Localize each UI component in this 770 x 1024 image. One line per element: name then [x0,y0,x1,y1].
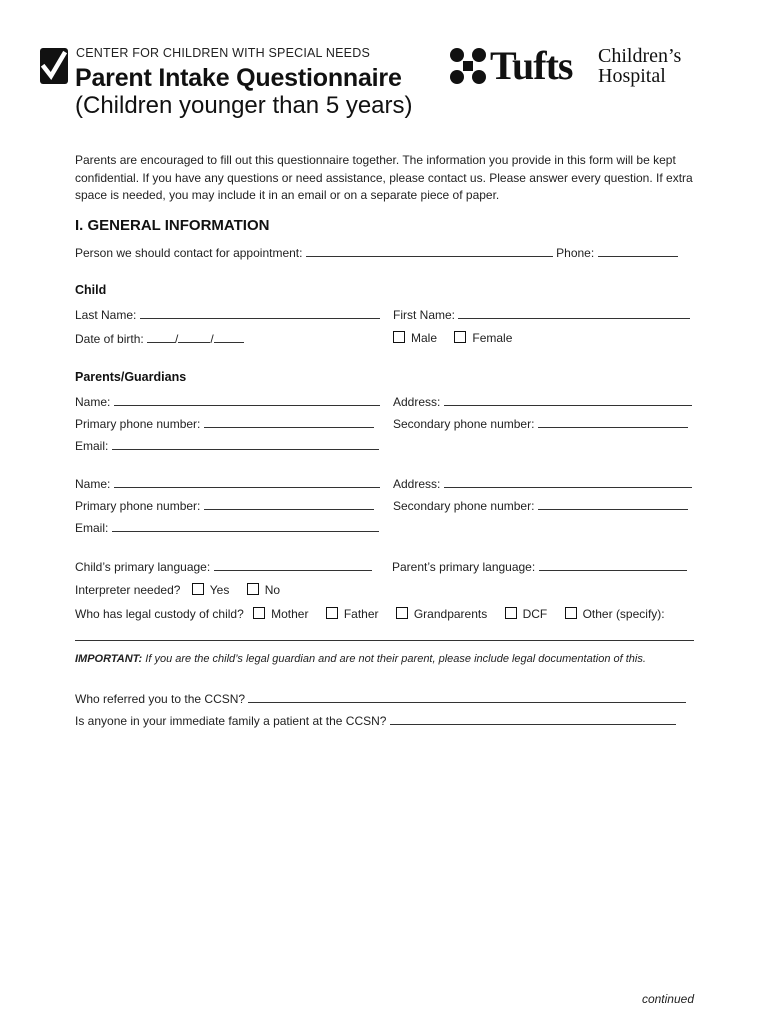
last-name-label: Last Name: [75,308,137,322]
parent1-primary-phone-label: Primary phone number: [75,417,201,431]
parent-language-row [392,559,687,574]
parent1-email-row [75,438,379,453]
custody-other-checkbox[interactable] [565,607,577,619]
important-label: IMPORTANT: [75,653,143,665]
contact-label: Person we should contact for appointment: [75,246,303,260]
parent1-secondary-phone-field[interactable] [538,416,688,428]
page-title: Parent Intake Questionnaire [75,64,402,92]
contact-field[interactable] [306,245,553,257]
custody-grandparents-label: Grandparents [413,607,488,621]
dob-label: Date of birth: [75,332,144,346]
contact-row [75,245,678,260]
family-patient-row [75,713,676,728]
parent1-name-row [75,394,380,409]
first-name-label: First Name: [393,308,456,322]
phone-field[interactable] [598,245,678,257]
dob-year-field[interactable] [214,331,244,343]
child-first-name-row [393,307,690,322]
parent2-address-field[interactable] [444,476,692,488]
important-note [75,653,646,665]
custody-mother-label: Mother [271,607,309,621]
custody-dcf-label: DCF [522,607,548,621]
tufts-cross-icon [448,46,488,86]
parent2-email-field[interactable] [112,520,379,532]
parent1-secondary-phone-row [393,416,688,431]
custody-father-label: Father [343,607,379,621]
parent2-secondary-phone-field[interactable] [538,498,688,510]
custody-other-field[interactable] [75,640,694,641]
parent-language-field[interactable] [539,559,687,571]
parent1-email-field[interactable] [112,438,379,450]
custody-mother-checkbox[interactable] [253,607,265,619]
female-checkbox[interactable] [454,331,466,343]
interpreter-label: Interpreter needed? [75,583,181,597]
family-patient-field[interactable] [390,713,676,725]
child-heading: Child [75,283,107,297]
child-last-name-row [75,307,380,322]
sex-row [393,331,512,345]
parent2-primary-phone-row [75,498,374,513]
custody-row [75,607,665,621]
parent2-primary-phone-field[interactable] [204,498,374,510]
parent1-primary-phone-row [75,416,374,431]
interpreter-yes-label: Yes [209,583,230,597]
parent2-name-field[interactable] [114,476,380,488]
parent1-name-label: Name: [75,395,111,409]
parent1-email-label: Email: [75,439,109,453]
parent2-name-row [75,476,380,491]
custody-dcf-checkbox[interactable] [505,607,517,619]
child-language-row [75,559,372,574]
parent1-name-field[interactable] [114,394,380,406]
custody-grandparents-checkbox[interactable] [396,607,408,619]
custody-other-label: Other (specify): [582,607,665,621]
first-name-field[interactable] [458,307,690,319]
interpreter-row [75,583,280,597]
important-text: If you are the child’s legal guardian and are not their parent, please include legal documentation of this. [145,653,646,665]
family-patient-label: Is anyone in your immediate family a patient at the CCSN? [75,714,387,728]
referred-field[interactable] [248,691,686,703]
section-title-general-information: I. GENERAL INFORMATION [75,217,270,234]
parent2-secondary-phone-row [393,498,688,513]
tufts-childrens-hospital-logo [448,44,698,90]
male-label: Male [411,331,438,345]
parent2-primary-phone-label: Primary phone number: [75,499,201,513]
parent1-address-row [393,394,692,409]
phone-label: Phone: [556,246,595,260]
referred-row [75,691,686,706]
interpreter-no-label: No [264,583,281,597]
logo-line1: Children’s [598,45,682,67]
custody-label: Who has legal custody of child? [75,607,244,621]
male-checkbox[interactable] [393,331,405,343]
last-name-field[interactable] [140,307,380,319]
custody-father-checkbox[interactable] [326,607,338,619]
interpreter-yes-checkbox[interactable] [192,583,204,595]
checkmark-logo-icon [40,48,68,84]
parent-language-label: Parent’s primary language: [392,560,536,574]
interpreter-no-checkbox[interactable] [247,583,259,595]
parent1-primary-phone-field[interactable] [204,416,374,428]
dob-row: Date of birth: / / [75,331,244,346]
dob-day-field[interactable] [178,331,210,343]
logo-line2: Hospital [598,65,666,87]
parent2-email-label: Email: [75,521,109,535]
child-language-field[interactable] [214,559,372,571]
intro-paragraph: Parents are encouraged to fill out this questionnaire together. The information you provide in this form will be kept confidential. If you have any questions or need assistance, please contact us. Please answer every question. If extra space is needed, you may include it in an email or on a separate piece of paper. [75,153,693,202]
parent2-name-label: Name: [75,477,111,491]
parent1-address-field[interactable] [444,394,692,406]
parent2-address-label: Address: [393,477,441,491]
center-name: CENTER FOR CHILDREN WITH SPECIAL NEEDS [76,46,370,60]
parents-heading: Parents/Guardians [75,370,187,384]
parent1-secondary-phone-label: Secondary phone number: [393,417,535,431]
dob-month-field[interactable] [147,331,175,343]
child-language-label: Child’s primary language: [75,560,211,574]
female-label: Female [472,331,513,345]
continued-footer: continued [641,992,694,1006]
page-subtitle: (Children younger than 5 years) [75,92,413,119]
parent2-secondary-phone-label: Secondary phone number: [393,499,535,513]
logo-wordmark: Tufts [490,43,573,88]
parent2-address-row [393,476,692,491]
parent1-address-label: Address: [393,395,441,409]
parent2-email-row [75,520,379,535]
referred-label: Who referred you to the CCSN? [75,692,246,706]
